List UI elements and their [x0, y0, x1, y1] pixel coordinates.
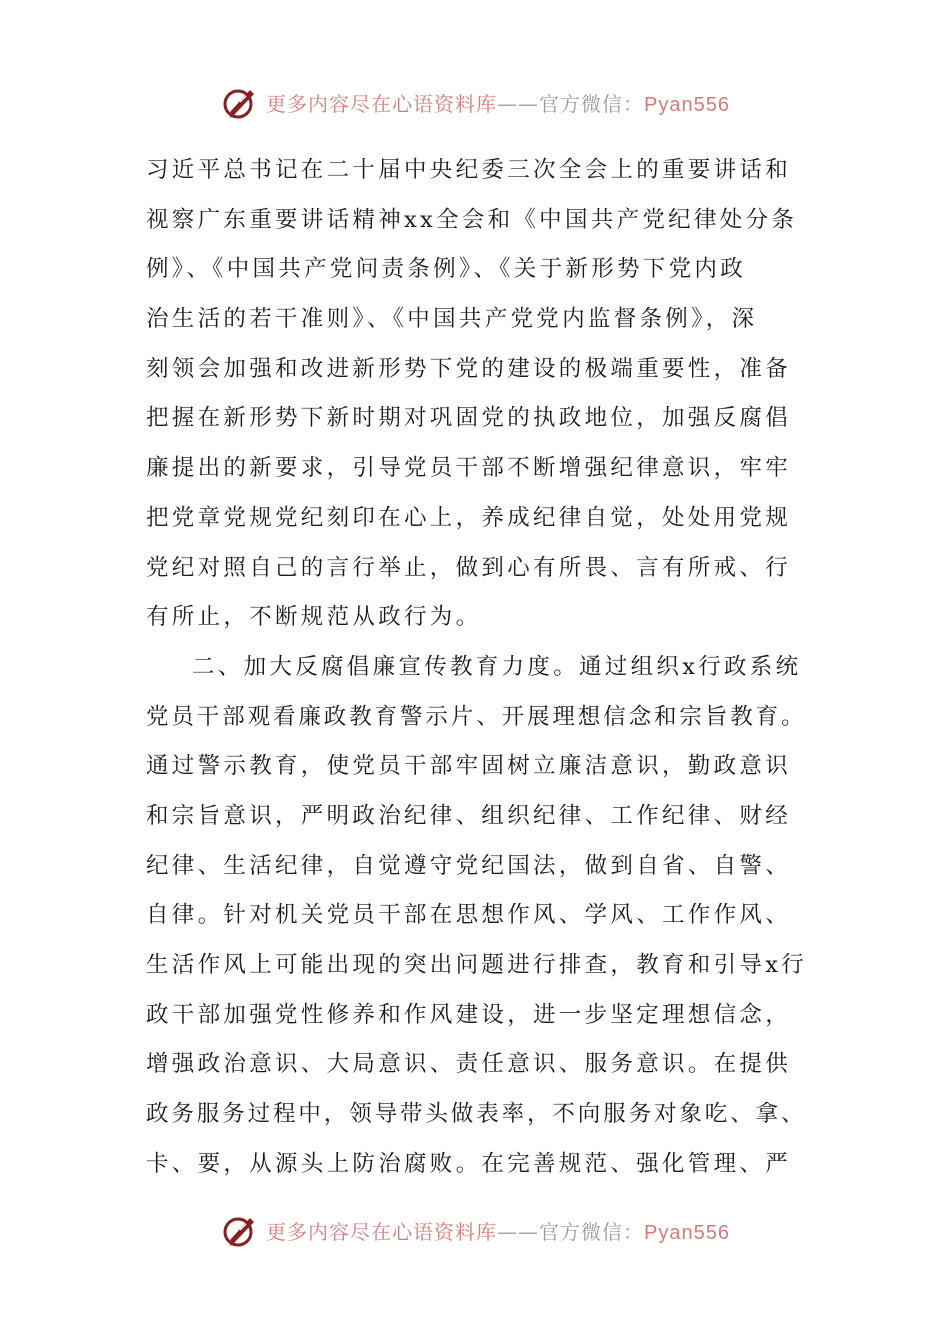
banner-wechat-label: 官方微信： — [539, 91, 645, 116]
quill-pen-logo-icon — [220, 82, 260, 122]
text-line: 刻领会加强和改进新形势下党的建设的极端重要性，准备 — [146, 355, 792, 382]
document-body — [146, 146, 810, 1189]
header-watermark-banner — [0, 80, 950, 124]
text-line: 有所止，不断规范从政行为。 — [146, 604, 482, 631]
banner-text — [266, 1216, 730, 1245]
banner-brand: 更多内容尽在心语资料库 — [266, 1219, 498, 1244]
text-line: 自律。针对机关党员干部在思想作风、学风、工作作风、 — [146, 902, 792, 929]
banner-dash: —— — [497, 1219, 540, 1244]
text-line: 视察广东重要讲话精神xx全会和《中国共产党纪律处分条 — [146, 206, 798, 233]
banner-wechat-id: Pyan556 — [644, 93, 730, 116]
banner-wechat-label: 官方微信： — [539, 1219, 645, 1244]
text-line: 党纪对照自己的言行举止，做到心有所畏、言有所戒、行 — [146, 554, 792, 581]
footer-watermark-banner — [0, 1208, 950, 1252]
text-line: 把党章党规党纪刻印在心上，养成纪律自觉，处处用党规 — [146, 504, 792, 531]
text-line: 生活作风上可能出现的突出问题进行排查，教育和引导x行 — [146, 952, 807, 978]
quill-pen-logo-icon — [220, 1210, 260, 1250]
text-line: 党员干部观看廉政教育警示片、开展理想信念和宗旨教育。 — [146, 703, 807, 730]
text-line: 治生活的若干准则》、《中国共产党党内监督条例》，深 — [146, 306, 758, 333]
text-line: 和宗旨意识，严明政治纪律、组织纪律、工作纪律、财经 — [146, 802, 792, 829]
text-line: 例》、《中国共产党问责条例》、《关于新形势下党内政 — [146, 256, 747, 283]
banner-wechat-id: Pyan556 — [644, 1221, 730, 1244]
text-line: 把握在新形势下新时期对巩固党的执政地位，加强反腐倡 — [146, 405, 792, 432]
text-line: 纪律、生活纪律，自觉遵守党纪国法，做到自省、自警、 — [146, 852, 792, 879]
banner-text — [266, 88, 730, 117]
text-line: 政干部加强党性修养和作风建设，进一步坚定理想信念， — [146, 1001, 792, 1028]
text-line: 二、加大反腐倡廉宣传教育力度。通过组织x行政系统 — [192, 653, 802, 680]
text-line: 增强政治意识、大局意识、责任意识、服务意识。在提供 — [146, 1051, 792, 1078]
text-line: 政务服务过程中，领导带头做表率，不向服务对象吃、拿、 — [146, 1101, 807, 1128]
banner-dash: —— — [497, 91, 540, 116]
text-line: 习近平总书记在二十届中央纪委三次全会上的重要讲话和 — [146, 157, 792, 183]
text-line: 卡、要，从源头上防治腐败。在完善规范、强化管理、严 — [146, 1150, 792, 1177]
banner-brand: 更多内容尽在心语资料库 — [266, 91, 498, 116]
text-line: 廉提出的新要求，引导党员干部不断增强纪律意识，牢牢 — [146, 455, 792, 482]
text-line: 通过警示教育，使党员干部牢固树立廉洁意识，勤政意识 — [146, 753, 792, 780]
